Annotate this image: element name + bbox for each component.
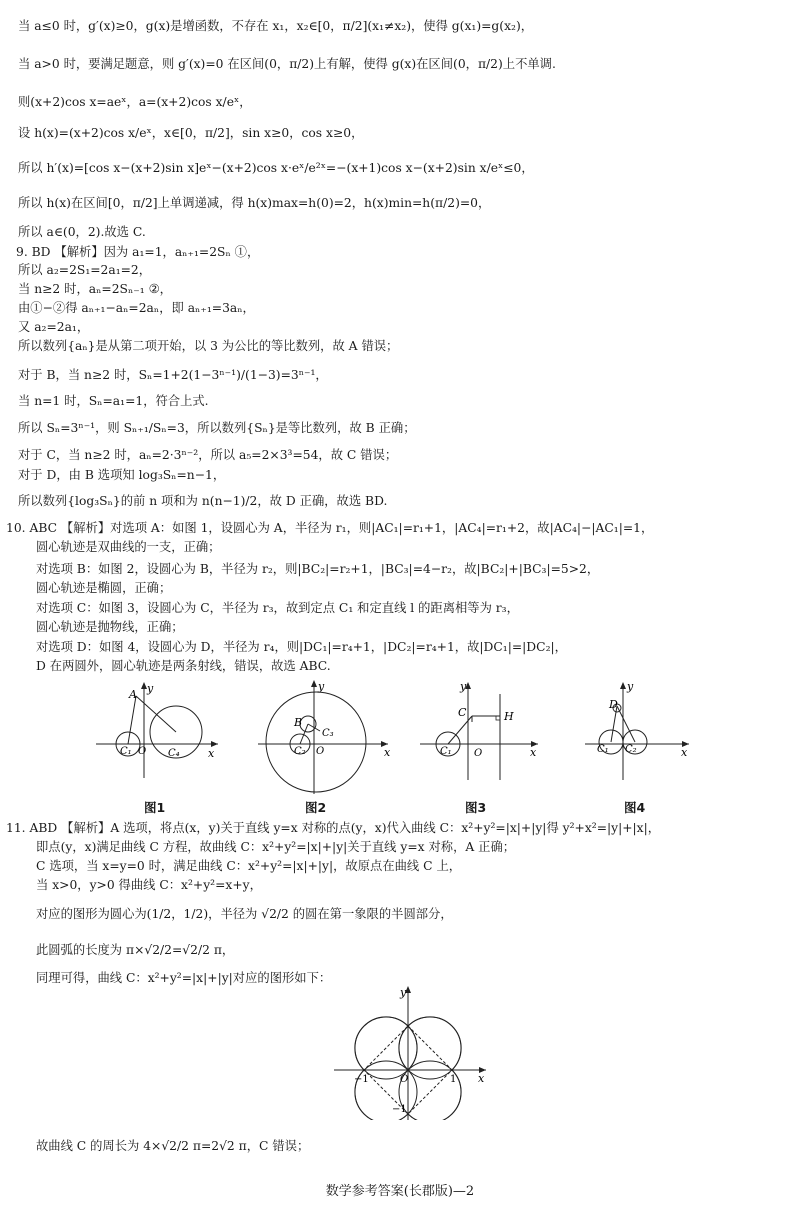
figure-3-diagram [420,676,550,780]
figure-4-caption: 图4 [624,800,646,815]
origin-label: O [138,746,147,757]
axis-y-label: y [627,680,634,693]
label-C3: C₃ [322,728,334,739]
label-C2: C₂ [294,746,306,757]
origin-label: O [400,1074,409,1085]
label-B: B [294,716,303,729]
text-line: 所以 h′(x)=[cos x−(x+2)sin x]eˣ−(x+2)cos x·eˣ/e²ˣ=−(x+1)cos x−(x+2)sin x/eˣ≤0， [18,161,534,175]
figure-3-caption: 图3 [465,800,487,815]
text-line: 对于 D，由 B 选项知 log₃Sₙ=n−1， [18,468,226,482]
label-C: C [458,706,467,719]
label-H: H [504,710,514,723]
label-A: A [129,688,137,701]
page-footer: 数学参考答案(长郡版)—2 [325,1184,475,1199]
text-line: 所以数列{log₃Sₙ}的前 n 项和为 n(n−1)/2，故 D 正确，故选 BD. [18,494,388,508]
axis-y-label: y [400,986,407,999]
text-line: 当 x>0，y>0 得曲线 C：x²+y²=x+y， [36,878,262,892]
axis-x-label: x [384,746,391,759]
axis-x-label: x [208,747,215,760]
text-line: 对选项 C：如图 3，设圆心为 C，半径为 r₃，故到定点 C₁ 和定直线 l 的距离相等为 r₃， [36,601,519,615]
tick-1: 1 [450,1074,457,1085]
text-line: 当 n=1 时，Sₙ=a₁=1，符合上式. [18,394,209,408]
text-line: C 选项，当 x=y=0 时，满足曲线 C：x²+y²=|x|+|y|，故原点在曲线 C 上， [36,859,462,873]
text-line: 圆心轨迹是椭圆，正确； [36,581,172,595]
axis-y-label: y [460,680,467,693]
figure-1-diagram [96,678,226,778]
text-line: 当 a>0 时，要满足题意，则 g′(x)=0 在区间(0，π/2)上有解，使得 g(x)在区间(0，π/2)上不单调. [18,57,556,71]
text-line: 对于 B，当 n≥2 时，Sₙ=1+2(1−3ⁿ⁻¹)/(1−3)=3ⁿ⁻¹， [18,368,328,382]
label-D: D [609,698,618,711]
problem-9-heading: 9. BD 【解析】因为 a₁=1，aₙ₊₁=2Sₙ ①， [16,245,260,259]
text-line: 又 a₂=2a₁， [18,320,90,334]
origin-label: O [316,746,325,757]
axis-x-label: x [478,1072,485,1085]
axis-y-label: y [318,680,325,693]
label-C1: C₁ [440,746,452,757]
label-C1: C₁ [597,744,609,755]
tick-neg1: −1 [354,1074,369,1085]
text-line: 即点(y，x)满足曲线 C 方程，故曲线 C：x²+y²=|x|+|y|关于直线 y=x 对称，A 正确； [36,840,516,854]
text-line: 圆心轨迹是抛物线，正确； [36,620,184,634]
problem-11-heading: 11. ABD 【解析】A 选项，将点(x，y)关于直线 y=x 对称的点(y，x)代入曲线 C：x²+y²=|x|+|y|得 y²+x²=|y|+|x|， [6,821,661,835]
text-line: 所以 Sₙ=3ⁿ⁻¹，则 Sₙ₊₁/Sₙ=3，所以数列{Sₙ}是等比数列，故 B 正确； [18,421,416,435]
text-line: D 在两圆外，圆心轨迹是两条射线，错误，故选 ABC. [36,659,331,673]
axis-x-label: x [530,746,537,759]
label-C4: C₄ [168,748,180,759]
text-line: 同理可得，曲线 C：x²+y²=|x|+|y|对应的图形如下： [36,971,332,985]
figure-2-caption: 图2 [305,800,327,815]
figure-4-diagram [585,676,695,780]
text-line: 对于 C，当 n≥2 时，aₙ=2·3ⁿ⁻²，所以 a₅=2×3³=54，故 C 错误； [18,448,398,462]
text-line: 对选项 D：如图 4，设圆心为 D，半径为 r₄，则|DC₁|=r₄+1，|DC₂|=r₄+1，故|DC₁|=|DC₂|， [36,640,567,654]
text-line: 所以 a∈(0，2).故选 C. [18,225,146,239]
text-line: 故曲线 C 的周长为 4×√2/2 π=2√2 π，C 错误； [36,1139,310,1153]
figure-1-caption: 图1 [144,800,166,815]
figure-2-diagram [258,676,398,794]
axis-x-label: x [681,746,688,759]
label-C2: C₂ [625,744,637,755]
text-line: 则(x+2)cos x=aeˣ，a=(x+2)cos x/eˣ， [18,95,252,109]
text-line: 当 a≤0 时，g′(x)≥0，g(x)是增函数，不存在 x₁，x₂∈[0，π/2](x₁≠x₂)，使得 g(x₁)=g(x₂)， [18,19,534,33]
text-line: 所以数列{aₙ}是从第二项开始，以 3 为公比的等比数列，故 A 错误； [18,339,399,353]
text-line: 对选项 B：如图 2，设圆心为 B，半径为 r₂，则|BC₂|=r₂+1，|BC₃|=4−r₂，故|BC₂|+|BC₃|=5>2， [36,562,600,576]
origin-label: O [474,748,483,759]
problem-10-heading: 10. ABC 【解析】对选项 A：如图 1，设圆心为 A，半径为 r₁，则|AC₁|=r₁+1，|AC₄|=r₁+2，故|AC₄|−|AC₁|=1， [6,521,654,535]
text-line: 设 h(x)=(x+2)cos x/eˣ，x∈[0，π/2]，sin x≥0，cos x≥0， [18,126,364,140]
text-line: 圆心轨迹是双曲线的一支，正确； [36,540,221,554]
text-line: 所以 a₂=2S₁=2a₁=2， [18,263,152,277]
curve-c-diagram [330,984,490,1120]
text-line: 由①−②得 aₙ₊₁−aₙ=2aₙ，即 aₙ₊₁=3aₙ， [18,301,255,315]
text-line: 此圆弧的长度为 π×√2/2=√2/2 π， [36,943,235,957]
tick-neg1-y: −1 [392,1104,407,1115]
text-line: 对应的图形为圆心为(1/2，1/2)，半径为 √2/2 的圆在第一象限的半圆部分， [36,907,453,921]
label-C1: C₁ [120,746,132,757]
text-line: 当 n≥2 时，aₙ=2Sₙ₋₁ ②， [18,282,172,296]
axis-y-label: y [147,682,154,695]
text-line: 所以 h(x)在区间[0，π/2]上单调递减，得 h(x)max=h(0)=2，h(x)min=h(π/2)=0， [18,196,491,210]
